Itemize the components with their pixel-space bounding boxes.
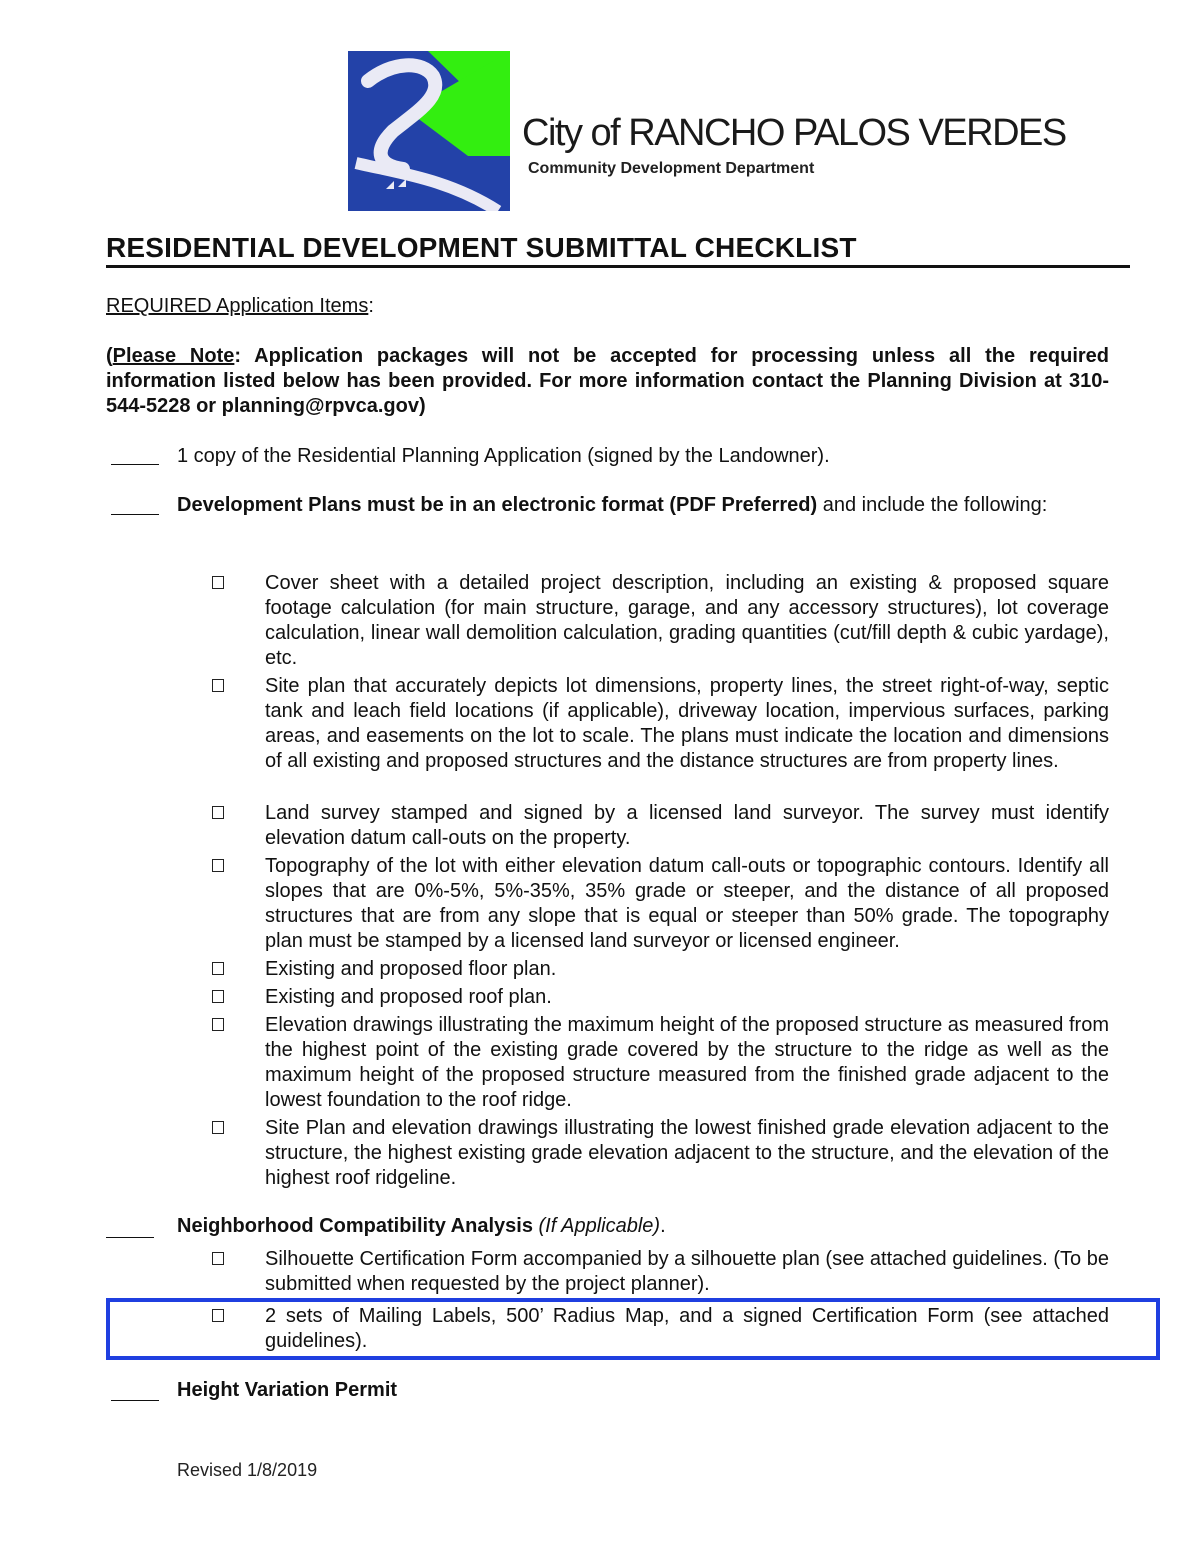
list-item: Silhouette Certification Form accompanied by a silhouette plan (see attached guidelines. (To be submitted when requested by the project planner).	[265, 1248, 1109, 1295]
list-item: Elevation drawings illustrating the maximum height of the proposed structure as measured from the highest point of the existing grade covered by the structure to the ridge as well as the maximum height of the proposed structure measured from the finished grade adjacent to the lowest foundation to the roof ridge.	[265, 1014, 1109, 1111]
check-blank-neighborhood[interactable]	[106, 1237, 154, 1238]
checkbox[interactable]	[212, 679, 224, 692]
height-variation-item: Height Variation Permit	[177, 1379, 398, 1401]
development-plans-item: Development Plans must be in an electronic format (PDF Preferred) and include the following:	[177, 494, 1048, 516]
list-item: Site Plan and elevation drawings illustrating the lowest finished grade elevation adjacent to the structure, the highest existing grade elevation adjacent to the structure, and the elevation of the highest roof ridgeline.	[265, 1117, 1109, 1189]
checkbox[interactable]	[212, 806, 224, 819]
required-items-heading: REQUIRED Application Items:	[106, 295, 374, 317]
list-item: Cover sheet with a detailed project description, including an existing & proposed square footage calculation (for main structure, garage, and any accessory structures), lot coverage calculation, linear wall demolition calculation, grading quantities (cut/fill depth & cubic yardage), etc.	[265, 572, 1109, 669]
please-note: (Please Note: Application packages will not be accepted for processing unless all the required information listed below has been provided. For more information contact the Planning Division at 310-544-5228 or planning@rpvca.gov)	[106, 345, 1110, 417]
please-note-label: Please Note	[112, 345, 235, 367]
checkbox[interactable]	[212, 576, 224, 589]
application-item: 1 copy of the Residential Planning Application (signed by the Landowner).	[177, 445, 830, 467]
city-name: City of RANCHO PALOS VERDES	[522, 112, 1066, 154]
checkbox[interactable]	[212, 1252, 224, 1265]
check-blank-application[interactable]	[111, 464, 159, 465]
list-item: Topography of the lot with either elevation datum call-outs or topographic contours. Identify all slopes that are 0%-5%, 5%-35%, 35% grade or steeper, and the distance of all proposed structures that are from any slope that is equal or steeper than 50% grade. The topography plan must be stamped by a licensed land surveyor or licensed engineer.	[265, 855, 1109, 952]
page-title: RESIDENTIAL DEVELOPMENT SUBMITTAL CHECKLIST	[106, 232, 1130, 268]
check-blank-height[interactable]	[111, 1400, 159, 1401]
checkbox[interactable]	[212, 990, 224, 1003]
check-blank-plans[interactable]	[111, 514, 159, 515]
highlight-box	[106, 1298, 1160, 1360]
required-items-label: REQUIRED Application Items	[106, 295, 369, 317]
list-item: Existing and proposed roof plan.	[265, 986, 552, 1008]
neighborhood-item: Neighborhood Compatibility Analysis (If Applicable).	[177, 1215, 666, 1237]
checkbox[interactable]	[212, 1121, 224, 1134]
city-logo	[348, 51, 510, 211]
list-item: Land survey stamped and signed by a licensed land surveyor. The survey must identify elevation datum call-outs on the property.	[265, 802, 1109, 849]
department-name: Community Development Department	[528, 160, 815, 177]
please-note-text: : Application packages will not be accepted for processing unless all the required information listed below has been provided. For more information contact the Planning Division at 310-544-5228 or planning@rpvca.gov)	[106, 345, 1110, 417]
list-item: Site plan that accurately depicts lot dimensions, property lines, the street right-of-way, septic tank and leach field locations (if applicable), driveway location, impervious surfaces, parking areas, and easements on the lot to scale. The plans must indicate the location and dimensions of all existing and proposed structures and the distance structures are from property lines.	[265, 675, 1109, 772]
list-item: Existing and proposed floor plan.	[265, 958, 557, 980]
checkbox[interactable]	[212, 1018, 224, 1031]
checkbox[interactable]	[212, 962, 224, 975]
checkbox[interactable]	[212, 859, 224, 872]
list-item: 2 sets of Mailing Labels, 500’ Radius Map, and a signed Certification Form (see attached guidelines).	[265, 1305, 1109, 1352]
revision-date: Revised 1/8/2019	[177, 1460, 318, 1480]
